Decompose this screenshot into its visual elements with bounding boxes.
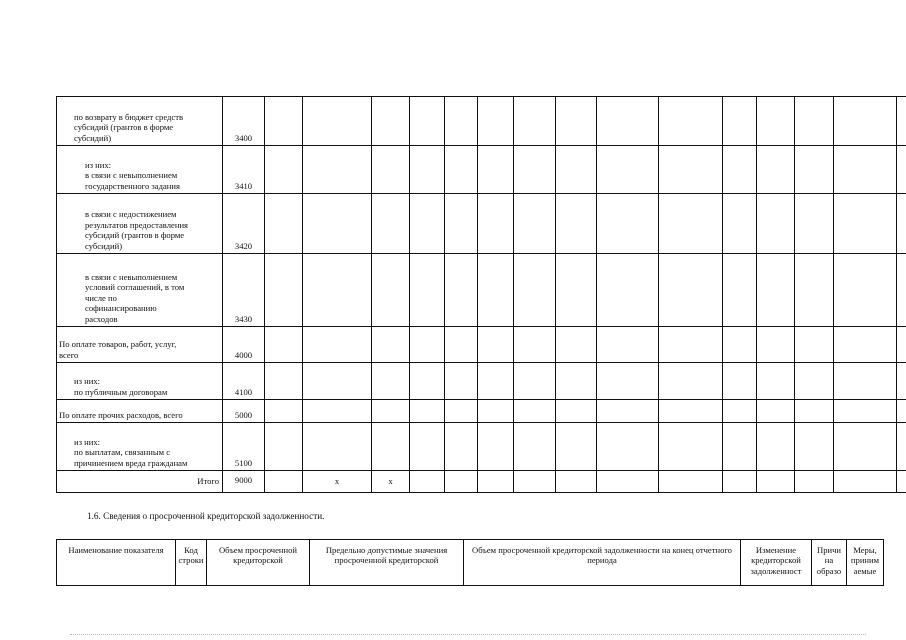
- row-label: из них: по выплатам, связанным с причинением вреда гражданам: [57, 423, 223, 471]
- section-heading: 1.6. Сведения о просроченной кредиторской задолженности.: [87, 511, 325, 521]
- table-row: [57, 423, 906, 471]
- row-code: 4000: [223, 327, 265, 363]
- table-row: [57, 363, 906, 400]
- column-header: Изменение кредиторской задолженност: [741, 540, 812, 586]
- total-mark: х: [372, 471, 410, 493]
- column-header: Наименование показателя: [57, 540, 176, 586]
- table-row: [57, 327, 906, 363]
- overdue-payables-header-table: [56, 539, 884, 586]
- overdue-receivables-table: [56, 96, 906, 493]
- page-edge-noise: [70, 634, 866, 637]
- row-code: 3410: [223, 146, 265, 194]
- row-code: 3430: [223, 254, 265, 327]
- table-row: [57, 254, 906, 327]
- total-mark: х: [303, 471, 372, 493]
- table-row: [57, 97, 906, 146]
- header-row: [57, 540, 884, 586]
- row-label: По оплате прочих расходов, всего: [57, 400, 223, 423]
- row-label: по возврату в бюджет средств субсидий (грантов в форме субсидий): [57, 97, 223, 146]
- table-row: [57, 146, 906, 194]
- total-label: Итого: [57, 471, 223, 493]
- table-row: [57, 400, 906, 423]
- row-label: в связи с невыполнением условий соглашений, в том числе по софинансированию расходов: [57, 254, 223, 327]
- column-header: Код строки: [176, 540, 207, 586]
- column-header: Меры, приним аемые: [847, 540, 884, 586]
- row-code: 5100: [223, 423, 265, 471]
- total-code: 9000: [223, 471, 265, 493]
- row-label: По оплате товаров, работ, услуг, всего: [57, 327, 223, 363]
- total-row: [57, 471, 906, 493]
- table-row: [57, 194, 906, 254]
- row-label: из них: в связи с невыполнением государственного задания: [57, 146, 223, 194]
- column-header: Объем просроченной кредиторской задолженности на конец отчетного периода: [464, 540, 741, 586]
- column-header: Причи на образо: [812, 540, 847, 586]
- column-header: Предельно допустимые значения просроченной кредиторской: [310, 540, 464, 586]
- row-label: в связи с недостижением результатов предоставления субсидий (грантов в форме субсидий): [57, 194, 223, 254]
- row-code: 4100: [223, 363, 265, 400]
- row-label: из них: по публичным договорам: [57, 363, 223, 400]
- row-code: 5000: [223, 400, 265, 423]
- row-code: 3400: [223, 97, 265, 146]
- row-code: 3420: [223, 194, 265, 254]
- column-header: Объем просроченной кредиторской: [207, 540, 310, 586]
